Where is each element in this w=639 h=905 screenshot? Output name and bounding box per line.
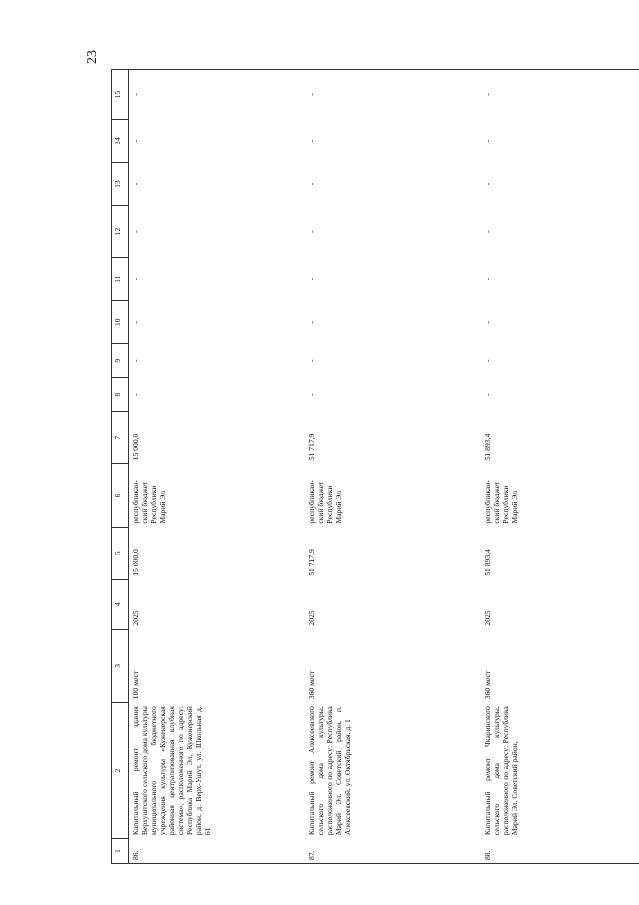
cell-col14: - (307, 139, 316, 143)
total-amount: 51 717,9 (307, 549, 316, 576)
column-header: 14 (112, 119, 129, 162)
column-header: 5 (112, 527, 129, 579)
cell-col9: - (131, 359, 140, 362)
cell-col8: - (307, 393, 316, 396)
capacity: 100 мест (131, 670, 140, 700)
table-row (305, 70, 481, 864)
funding-source: республикан-ский бюджет Республики Марий Эл (483, 480, 519, 524)
column-header: 15 (112, 70, 129, 120)
total-amount: 51 893,4 (483, 549, 492, 576)
cell-col13: - (483, 182, 492, 186)
cell-col10: - (483, 320, 492, 324)
funding-source: республикан-ский бюджет Республики Марий Эл (131, 480, 167, 524)
table-row (481, 70, 639, 864)
column-header: 13 (112, 163, 129, 206)
column-header: 12 (112, 206, 129, 258)
row-number: 86. (129, 839, 306, 864)
amount-col7: 51 893,4 (483, 433, 492, 461)
column-header: 2 (112, 703, 129, 839)
row-number: 88. (481, 839, 639, 864)
cell-col14: - (483, 139, 492, 143)
year: 2025 (307, 610, 316, 626)
cell-col15: - (305, 70, 481, 120)
cell-col9: - (483, 359, 492, 362)
cell-col8: - (483, 393, 492, 396)
capacity: 360 мест (307, 670, 316, 700)
column-header: 4 (112, 579, 129, 629)
amount-col7: 51 717,9 (307, 433, 316, 461)
funding-source: республикан-ский бюджет Республики Марий Эл (307, 480, 343, 524)
object-name: Капитальный ремонт Алексеевского сельского дома культуры, расположенного по адресу: Республика Марий Эл, Советский район, п. Алексеевский, ул. Октябрьская, д. 1 (307, 706, 352, 836)
cell-col15: - (481, 70, 639, 120)
cell-col11: - (307, 277, 316, 281)
row-number: 87. (305, 839, 481, 864)
year: 2025 (483, 610, 492, 626)
cell-col13: - (307, 182, 316, 186)
header-row (112, 70, 129, 864)
amount-col7: 15 000,0 (131, 433, 140, 461)
cell-col13: - (131, 182, 140, 186)
cell-col8: - (131, 393, 140, 396)
column-header: 8 (112, 378, 129, 412)
year: 2025 (131, 610, 140, 626)
table-row (129, 70, 306, 864)
cell-col12: - (307, 230, 316, 233)
page-number: 23 (85, 50, 100, 64)
cell-col11: - (483, 277, 492, 281)
capacity: 360 мест (483, 670, 492, 700)
column-header: 1 (112, 839, 129, 864)
column-header: 7 (112, 412, 129, 464)
rotated-table-wrapper (111, 69, 631, 864)
column-header: 3 (112, 629, 129, 703)
cell-col15: - (129, 70, 306, 120)
total-amount: 15 000,0 (131, 549, 140, 576)
cell-col10: - (131, 320, 140, 324)
cell-col10: - (307, 320, 316, 324)
cell-col14: - (131, 139, 140, 143)
object-name: Капитальный ремонт Чкаринского сельского дома культуры, расположенного по адресу: Республика Марий Эл, Советский район, (483, 706, 519, 836)
column-header: 11 (112, 258, 129, 301)
cell-col9: - (307, 359, 316, 362)
column-header: 6 (112, 464, 129, 527)
column-header: 10 (112, 301, 129, 344)
cell-col12: - (131, 230, 140, 233)
cell-col12: - (483, 230, 492, 233)
column-header: 9 (112, 344, 129, 378)
cell-col11: - (131, 277, 140, 281)
object-name: Капитальный ремонт здания Верхуштского сельского дома культуры муниципального бюджетного учреждения культуры «Куженерская районная централизованная клубная система», расположенного по адресу: Республика Марий Эл, Куженерский район, д. Верх-Ушут, ул. Школьная д. 61 (131, 706, 212, 836)
budget-table (111, 69, 639, 864)
